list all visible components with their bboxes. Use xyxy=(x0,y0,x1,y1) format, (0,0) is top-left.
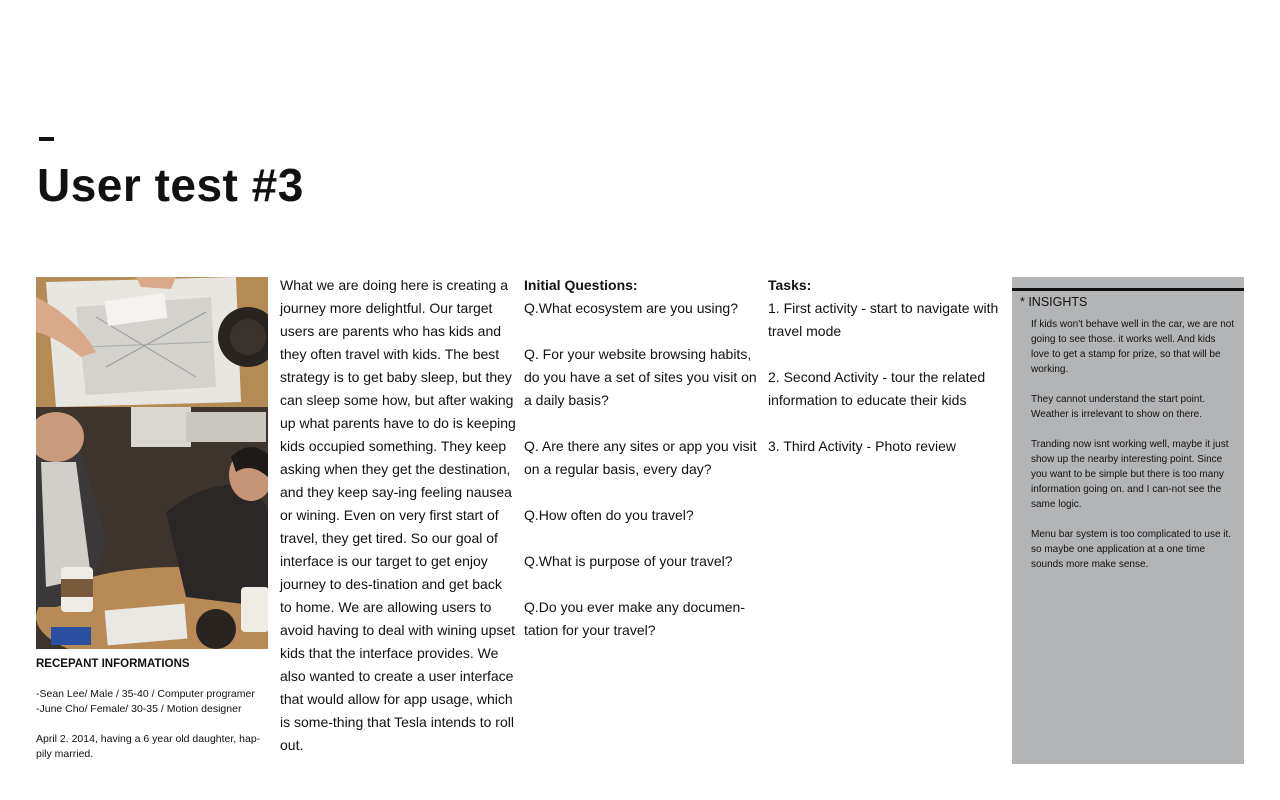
task-item: 2. Second Activity - tour the related information to educate their kids xyxy=(768,369,986,408)
recipient-title: RECEPANT INFORMATIONS xyxy=(36,658,190,670)
question-item: Q. For your website browsing habits, do you have a set of sites you visit on a daily basis? xyxy=(524,346,757,408)
photo-illustration xyxy=(36,277,268,649)
tasks xyxy=(768,274,1004,481)
insights-body xyxy=(1031,317,1235,587)
recipient-person: -June Cho/ Female/ 30-35 / Motion designer xyxy=(36,703,242,715)
question-item: Q. Are there any sites or app you visit on a regular basis, every day? xyxy=(524,438,757,477)
insight-item: They cannot understand the start point. Weather is irrelevant to show on there. xyxy=(1031,394,1205,420)
question-item: Q.Do you ever make any documen-tation for your travel? xyxy=(524,599,745,638)
title-dash xyxy=(39,137,54,141)
question-item: Q.What is purpose of your travel? xyxy=(524,553,733,569)
insight-item: Menu bar system is too complicated to use it. so maybe one application at a one time sounds more make sense. xyxy=(1031,529,1232,570)
recipient-information xyxy=(36,657,272,762)
task-item: 3. Third Activity - Photo review xyxy=(768,438,957,454)
recipient-note: April 2. 2014, having a 6 year old daughter, hap-pily married. xyxy=(36,733,261,760)
project-summary: What we are doing here is creating a journey more delightful. Our target users are parents who has kids and they often travel with kids. The best strategy is to get baby sleep, but they can sleep some how, but after waking up what parents have to do is keeping kids occupied something. They keep asking when they get the destination, and they keep say-ing feeling nausea or wining. Even on very first start of travel, they get tired. So our goal of interface is our target to get enjoy journey to des-tination and get back to home. We are allowing users to avoid having to deal with wining upset kids that the interface provides. We also wanted to create a user interface that would allow for app usage, which is some-thing that Tesla intends to roll out. xyxy=(280,277,516,753)
tasks-title: Tasks: xyxy=(768,277,812,293)
question-item: Q.How often do you travel? xyxy=(524,507,694,523)
insight-item: If kids won't behave well in the car, we are not going to see those. it works well. And kids love to get a stamp for prize, so that will be working. xyxy=(1031,319,1235,375)
task-item: 1. First activity - start to navigate with travel mode xyxy=(768,300,999,339)
insights-panel xyxy=(1012,277,1244,764)
questions-title: Initial Questions: xyxy=(524,277,638,293)
page-title: User test #3 xyxy=(37,159,304,211)
insights-rule xyxy=(1012,288,1244,291)
question-item: Q.What ecosystem are you using? xyxy=(524,300,738,316)
insights-title: * INSIGHTS xyxy=(1020,295,1088,309)
recipient-person: -Sean Lee/ Male / 35-40 / Computer programer xyxy=(36,688,255,700)
insight-item: Tranding now isnt working well, maybe it just show up the nearby interesting point. Since you want to be simple but there is too many information going on. and I can-not see the same logic. xyxy=(1031,439,1229,510)
user-test-photo xyxy=(36,277,268,649)
initial-questions xyxy=(524,274,760,665)
